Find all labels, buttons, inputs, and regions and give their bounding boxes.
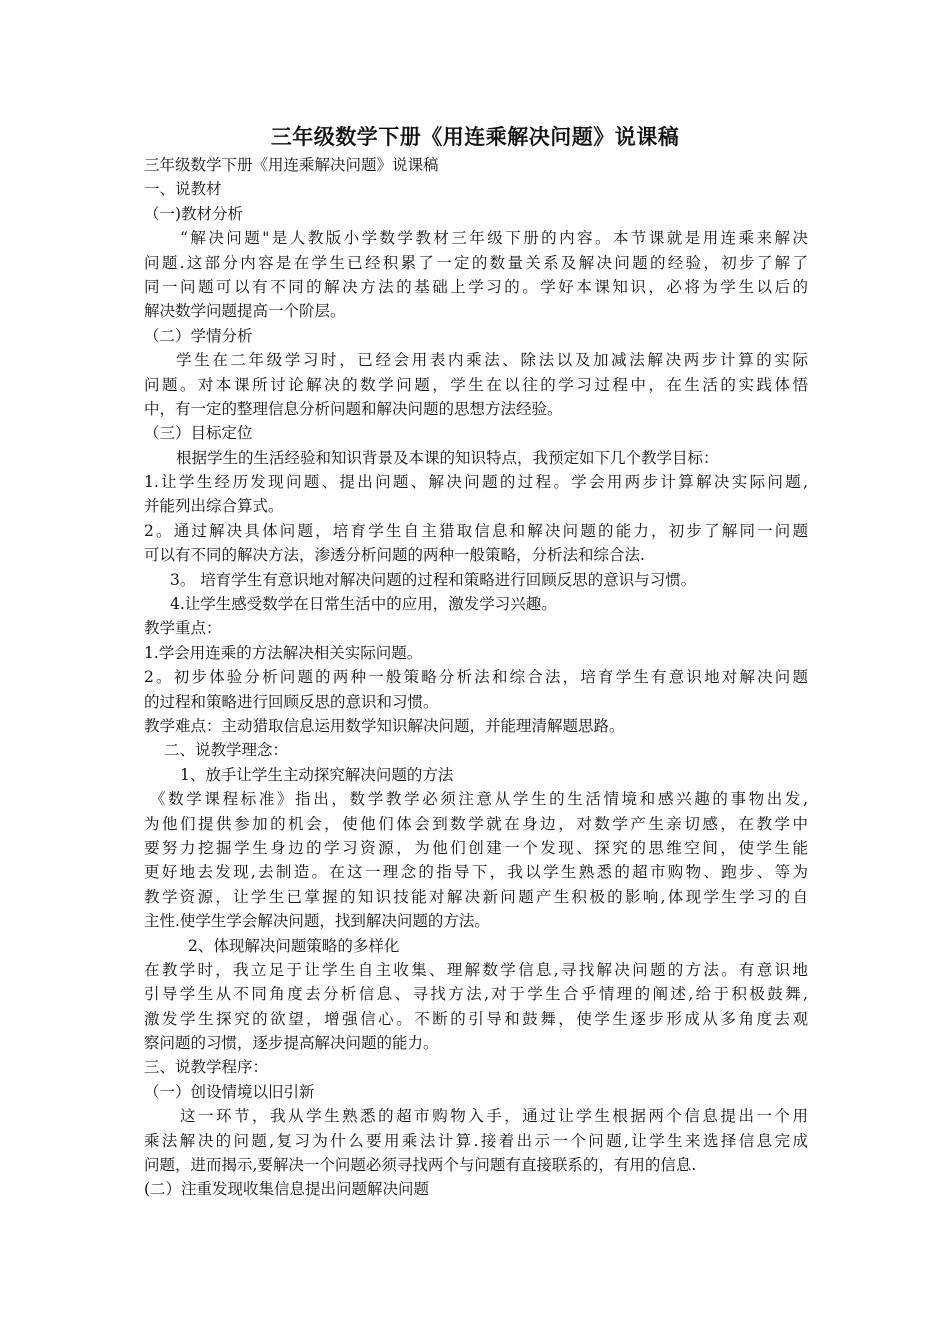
paragraph-line: 《数学课程标准》指出，数学教学必须注意从学生的生活情境和感兴趣的事物出发, xyxy=(150,790,808,809)
paragraph-line: 引导学生从不同角度去分析信息、寻找方法,对于学生合乎情理的阐述,给于积极鼓舞, xyxy=(144,985,808,1004)
paragraph-line: 教学资源，让学生已掌握的知识技能对解决新问题产生积极的影响,体现学生学习的自 xyxy=(144,887,808,906)
paragraph-line: 更好地去发现,去制造。在这一理念的指导下，我以学生熟悉的超市购物、跑步、等为 xyxy=(144,863,808,882)
paragraph-line: 为他们提供参加的机会，使他们体会到数学就在身边，对数学产生亲切感，在教学中 xyxy=(144,814,808,833)
paragraph-line: 同一问题可以有不同的解决方法的基础上学习的。学好本课知识，必将为学生以后的 xyxy=(144,277,808,296)
subsection-heading: 1、放手让学生主动探究解决问题的方法 xyxy=(180,765,454,784)
doc-line: 三年级数学下册《用连乘解决问题》说课稿 xyxy=(144,156,439,174)
list-item: 3。 培育学生有意识地对解决问题的过程和策略进行回顾反思的意识与习惯。 xyxy=(170,570,697,589)
subsection-heading: 2、体现解决问题策略的多样化 xyxy=(188,936,400,955)
paragraph-line: 这一环节，我从学生熟悉的超市购物入手，通过让学生根据两个信息提出一个用 xyxy=(180,1107,808,1126)
paragraph-line: 察问题的习惯，逐步提高解决问题的能力。 xyxy=(144,1034,439,1053)
paragraph-line: 问题。对本课所讨论解决的数学问题，学生在以往的学习过程中，在生活的实践体悟 xyxy=(144,375,808,394)
section-label: 教学重点： xyxy=(144,619,222,638)
paragraph-line: 学生在二年级学习时，已经会用表内乘法、除法以及加减法解决两步计算的实际 xyxy=(176,351,808,370)
document-title: 三年级数学下册《用连乘解决问题》说课稿 xyxy=(270,124,680,149)
subsection-heading: (二）注重发现收集信息提出问题解决问题 xyxy=(144,1180,430,1199)
section-heading: 三、说教学程序： xyxy=(144,1058,269,1077)
paragraph-line: “解决问题"是人教版小学数学教材三年级下册的内容。本节课就是用连乘来解决 xyxy=(180,229,808,248)
paragraph-line: 解决数学问题提高一个阶层。 xyxy=(144,302,346,321)
subsection-heading: （三）目标定位 xyxy=(144,424,253,443)
subsection-heading: （二）学情分析 xyxy=(144,326,253,345)
paragraph-line: 要努力挖掘学生身边的学习资源，为他们创建一个发现、探究的思维空间，使学生能 xyxy=(144,838,808,857)
section-heading: 二、说教学理念： xyxy=(164,741,289,760)
paragraph-line: 在教学时，我立足于让学生自主收集、理解数学信息,寻找解决问题的方法。有意识地 xyxy=(144,960,808,979)
paragraph-line: 激发学生探究的欲望，增强信心。不断的引导和鼓舞，使学生逐步形成从多角度去观 xyxy=(144,1009,808,1028)
list-item: 1.让学生经历发现问题、提出问题、解决问题的过程。学会用两步计算解决实际问题, xyxy=(144,473,808,492)
paragraph-line: 问题.这部分内容是在学生已经积累了一定的数量关系及解决问题的经验，初步了解了 xyxy=(144,253,808,272)
paragraph-line: 可以有不同的解决方法，渗透分析问题的两种一般策略，分析法和综合法. xyxy=(144,546,645,565)
document-body xyxy=(144,153,808,1202)
section-heading: 一、说教材 xyxy=(144,180,222,199)
list-item: 2。通过解决具体问题，培育学生自主猎取信息和解决问题的能力，初步了解同一问题 xyxy=(144,521,808,540)
list-item: 1.学会用连乘的方法解决相关实际问题。 xyxy=(144,643,423,662)
paragraph-line: 教学难点：主动猎取信息运用数学知识解决问题，并能理清解题思路。 xyxy=(144,716,625,735)
paragraph-line: 根据学生的生活经验和知识背景及本课的知识特点，我预定如下几个教学目标： xyxy=(176,448,719,467)
paragraph-line: 主性.使学生学会解决问题，找到解决问题的方法。 xyxy=(144,912,490,931)
paragraph-line: 问题，进而揭示,要解决一个问题必须寻找两个与问题有直接联系的，有用的信息. xyxy=(144,1156,697,1175)
paragraph-line: 并能列出综合算式。 xyxy=(144,497,284,516)
subsection-heading: （一）创设情境以旧引新 xyxy=(144,1082,315,1101)
paragraph-line: 的过程和策略进行回顾反思的意识和习惯。 xyxy=(144,692,439,711)
paragraph-line: 乘法解决的问题,复习为什么要用乘法计算.接着出示一个问题,让学生来选择信息完成 xyxy=(144,1131,808,1150)
list-item: 4.让学生感受数学在日常生活中的应用，激发学习兴趣。 xyxy=(170,595,557,614)
paragraph-line: 中，有一定的整理信息分析问题和解决问题的思想方法经验。 xyxy=(144,399,563,418)
subsection-heading: （一)教材分析 xyxy=(144,204,244,223)
list-item: 2。初步体验分析问题的两种一般策略分析法和综合法，培育学生有意识地对解决问题 xyxy=(144,668,808,687)
